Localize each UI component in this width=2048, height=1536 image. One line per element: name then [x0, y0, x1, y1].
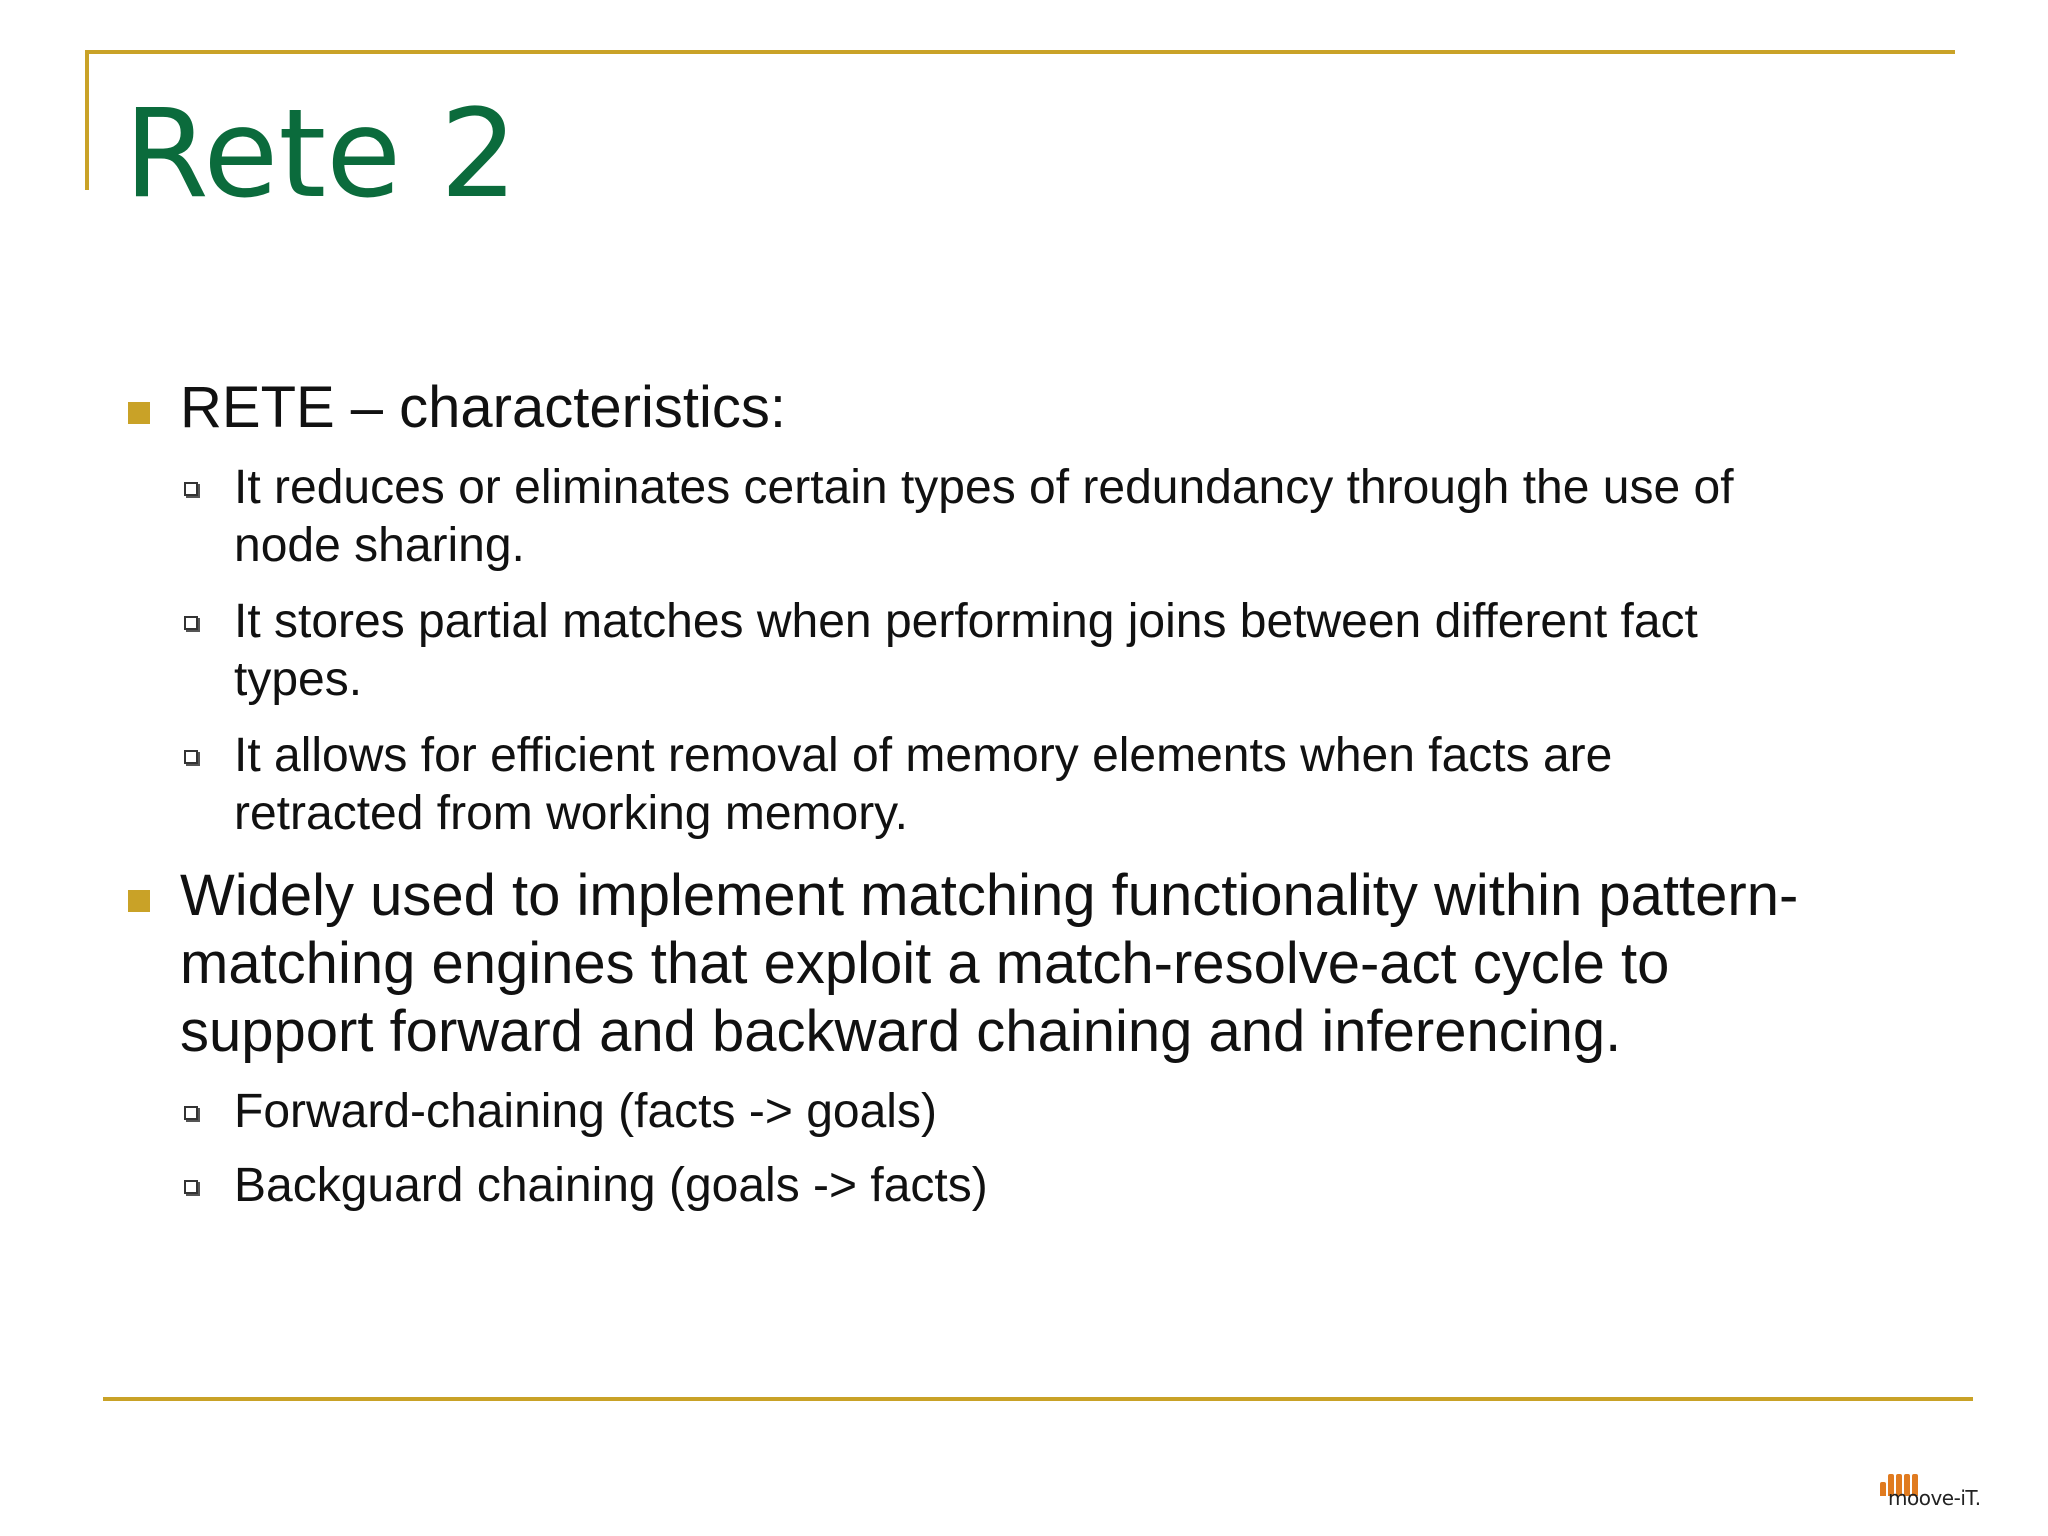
sub-bullet-2-2: Backguard chaining (goals -> facts) — [234, 1159, 988, 1212]
sub-bullet-1-2-line2: types. — [234, 653, 363, 706]
sub-bullet-icon — [184, 1180, 198, 1194]
sub-bullet-icon — [184, 1106, 198, 1120]
sub-bullet-2-1: Forward-chaining (facts -> goals) — [234, 1085, 937, 1138]
bullet-square-icon — [128, 402, 150, 424]
logo-text: moove-iT. — [1888, 1486, 1981, 1510]
sub-bullet-icon — [184, 616, 198, 630]
sub-bullet-1-3-line1: It allows for efficient removal of memory elements when facts are — [234, 729, 1613, 782]
bullet-2-line3: support forward and backward chaining and inferencing. — [180, 999, 1622, 1064]
bullet-square-icon — [128, 890, 150, 912]
bullet-2-line1: Widely used to implement matching functionality within pattern- — [180, 863, 1799, 928]
sub-bullet-1-2-line1: It stores partial matches when performing joins between different fact — [234, 595, 1698, 648]
sub-bullet-1-3-line2: retracted from working memory. — [234, 787, 908, 840]
slide-title: Rete 2 — [124, 83, 518, 225]
sub-bullet-1-1-line1: It reduces or eliminates certain types of redundancy through the use of — [234, 461, 1734, 514]
sub-bullet-icon — [184, 750, 198, 764]
bullet-1-text: RETE – characteristics: — [180, 375, 786, 440]
sub-bullet-1-1-line2: node sharing. — [234, 519, 525, 572]
bullet-2-line2: matching engines that exploit a match-resolve-act cycle to — [180, 931, 1670, 996]
company-logo — [1880, 1472, 1990, 1512]
sub-bullet-icon — [184, 482, 198, 496]
